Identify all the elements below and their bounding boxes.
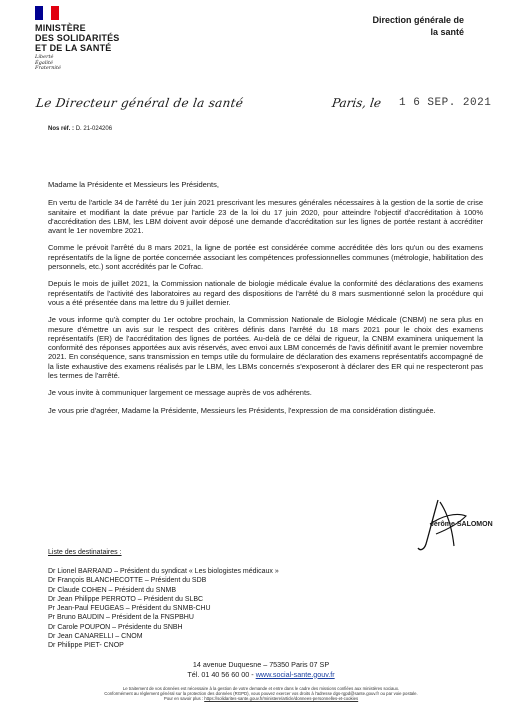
recipient-item: Pr Bruno BAUDIN – Président de la FNSPBHU [48, 614, 194, 622]
privacy-notice [40, 686, 482, 702]
address-line: 14 avenue Duquesne – 75350 Paris 07 SP [192, 660, 330, 669]
recipient-item: Dr François BLANCHECOTTE – Président du SDB [48, 577, 207, 585]
ministry-line: DES SOLIDARITÉS [35, 33, 120, 43]
directorate-line: la santé [430, 27, 464, 37]
motto-line: Liberté [35, 54, 54, 60]
reference-line [48, 126, 112, 132]
date-stamp: 1 6 SEP. 2021 [399, 97, 492, 109]
notice-line: Le traitement de vos données est nécessaire à la gestion de votre demande et entre dans le cadre des missions confiées aux ministères sociaux. [122, 686, 400, 691]
place-script: Paris, le [331, 96, 382, 110]
recipients-list [48, 567, 279, 651]
notice-line [40, 696, 482, 701]
signatory-name: Jérôme SALOMON [430, 521, 493, 528]
motto-line: Égalité [35, 59, 53, 66]
paragraph: Comme le prévoit l'arrêté du 8 mars 2021, la ligne de portée est considérée comme accréditée dès lors qu'un ou des examens représentatifs de la ligne de portée concernée associant les compétences professionnelles communes (métrologie, habilitation des personnels, etc.) sont accrédités par le Cofrac. [48, 243, 483, 272]
paragraph: Je vous prie d'agréer, Madame la Présidente, Messieurs les Présidents, l'expression de ma considération distinguée. [48, 405, 436, 415]
paragraph: Depuis le mois de juillet 2021, la Commission nationale de biologie médicale évalue la conformité des déclarations des examens représentatifs de l'activité des laboratoires au regard des dispositions de l'arrêté du 8 mars susmentionné selon la procédure qui vous a été présentée dans ma lettre du 9 juillet dernier. [48, 279, 483, 307]
sender-title-script: Le Directeur général de la santé [35, 96, 245, 110]
republic-motto [35, 55, 61, 72]
recipient-item: Pr Jean-Paul FEUGEAS – Président du SNMB-CHU [48, 605, 211, 613]
directorate-line: Direction générale de [372, 15, 464, 25]
recipient-item: Dr Lionel BARRAND – Président du syndicat « Les biologistes médicaux » [48, 568, 279, 575]
notice-text: Pour en savoir plus : [163, 696, 203, 702]
letter-body [48, 180, 483, 423]
website-link[interactable]: www.social-sante.gouv.fr [255, 669, 335, 679]
salutation: Madame la Présidente et Messieurs les Présidents, [48, 180, 219, 189]
flag-red-stripe [51, 6, 59, 20]
recipient-item: Dr Philippe PIET- CNOP [48, 642, 124, 650]
flag-white-stripe [43, 6, 51, 20]
recipient-item: Dr Carole POUPON – Présidente du SNBH [48, 623, 183, 631]
motto-line: Fraternité [35, 65, 61, 71]
french-flag-logo [35, 6, 59, 20]
privacy-link[interactable]: https://solidarites-sante.gouv.fr/ministere/article/donnees-personnelles-et-cookies [204, 696, 359, 702]
paragraph: Je vous invite à communiquer largement ce message auprès de vos adhérents. [48, 388, 312, 398]
notice-line: Conformément au règlement général sur la protection des données (RGPD), vous pouvez exercer vos droits à l'adresse dgs-rgpd@sante.gouv.fr ou par voie postale. [104, 691, 418, 697]
postal-address [0, 660, 522, 679]
phone-number: Tél. 01 40 56 60 00 - [187, 669, 254, 679]
paragraph: En vertu de l'article 34 de l'arrêté du 1er juin 2021 prescrivant les mesures générales nécessaires à la gestion de la sortie de crise sanitaire et modifiant la date prévue par l'article 23 de la loi du 17 juin 2020, pour atteindre l'objectif d'accréditation à 100% d'accréditation des LBM, les LBM doivent avoir déposé une demande d'accréditation sur les lignes de portée restant à accréditer avant le 1er novembre 2021. [48, 198, 483, 236]
directorate-name [372, 14, 464, 38]
ministry-name [35, 23, 120, 53]
paragraph: Je vous informe qu'à compter du 1er octobre prochain, la Commission Nationale de Biologie Médicale (CNBM) ne sera plus en mesure d'émettre un avis sur le respect des critères définis dans l'arrêté du 18 mars 2021 pour le choix des examens représentatifs (ER) de l'accréditation des lignes de portées. Au-delà de ce délai de rigueur, la CNBM examinera uniquement la conformité des réponses apportées aux avis réservés, avec envoi aux LBM concernés de l'avis définitif avant le premier novembre 2021. En conséquence, sans transmission en temps utile du formulaire de déclaration des examens représentatifs accompagné de la liste exhaustive des examens réalisés par le LBM, les LBMs concernés s'exposeront à déclarer des ER qui ne respecteront pas les termes de l'arrêté. [48, 315, 483, 381]
recipient-item: Dr Jean Philippe PERROTO – Président du SLBC [48, 595, 204, 603]
ministry-line: ET DE LA SANTÉ [35, 43, 112, 53]
reference-label: Nos réf. : [48, 126, 75, 132]
flag-blue-stripe [35, 6, 43, 20]
contact-line [0, 670, 522, 680]
recipients-title: Liste des destinataires : [48, 549, 122, 556]
recipient-item: Dr Jean CANARELLI – CNOM [48, 633, 143, 641]
recipient-item: Dr Claude COHEN – Président du SNMB [48, 586, 176, 594]
reference-value: D. 21-024206 [75, 126, 113, 132]
ministry-line: MINISTÈRE [35, 23, 86, 33]
